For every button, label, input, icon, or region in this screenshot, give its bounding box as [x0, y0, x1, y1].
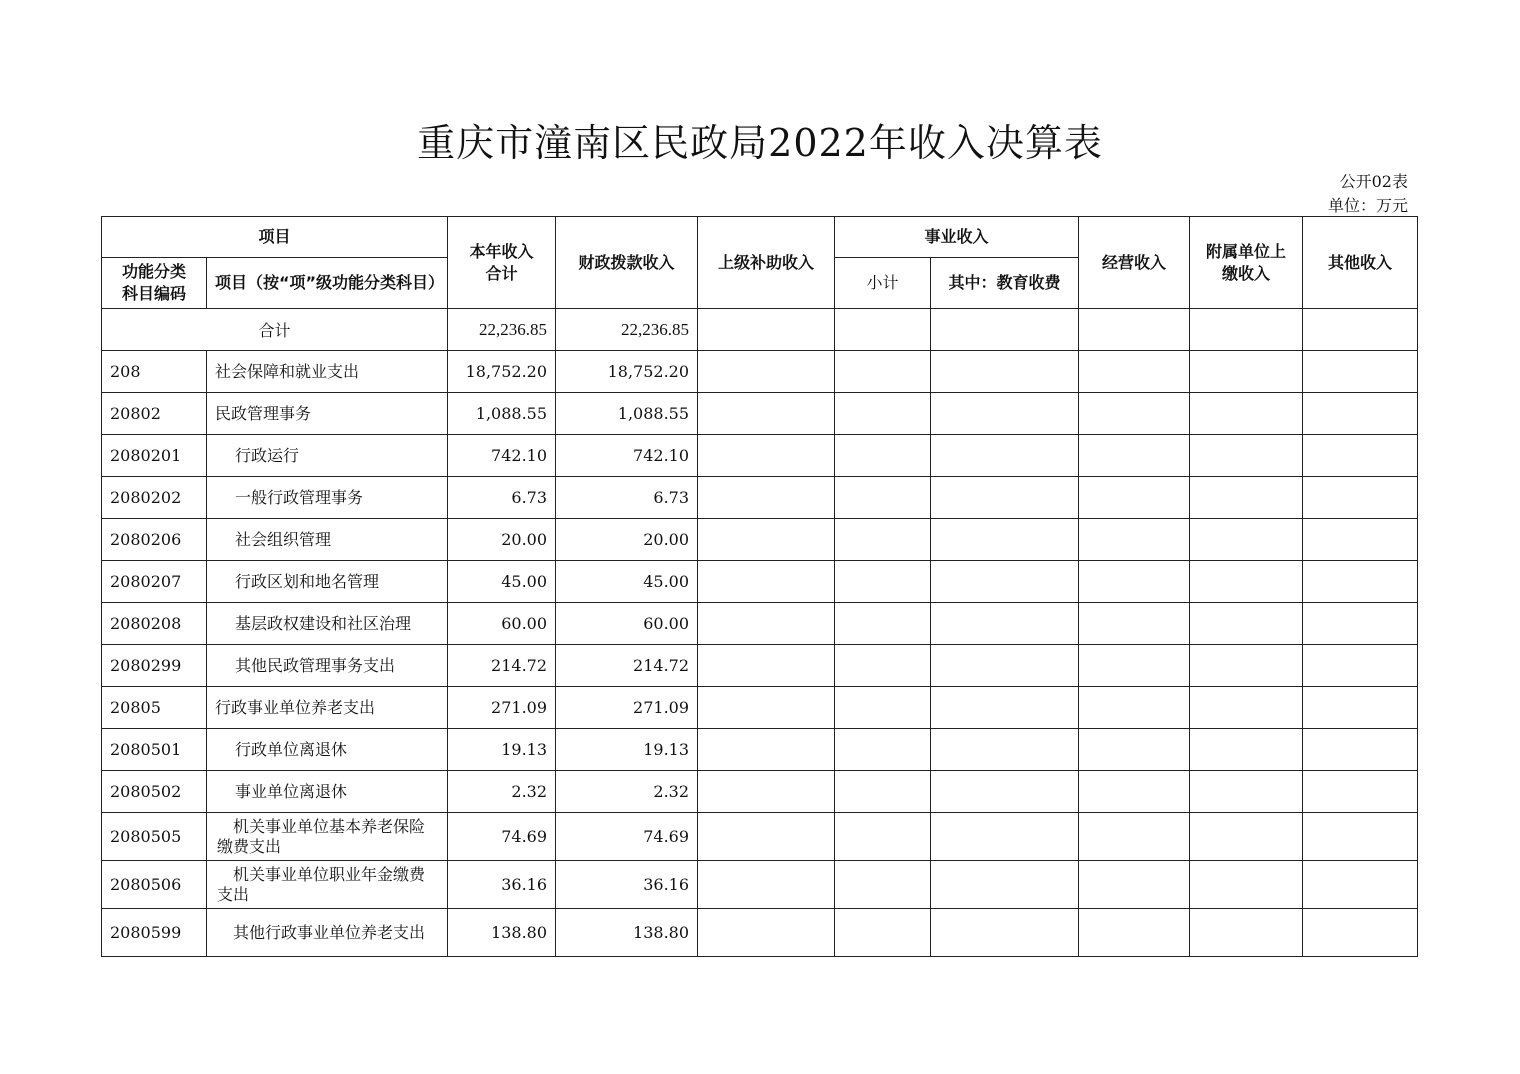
empty-cell [698, 771, 835, 813]
empty-cell [698, 687, 835, 729]
empty-cell [835, 771, 931, 813]
table-row [102, 393, 1418, 435]
empty-cell [1079, 909, 1190, 957]
empty-cell [835, 861, 931, 909]
row-fiscal: 18,752.20 [556, 351, 698, 393]
empty-cell [1079, 861, 1190, 909]
form-code: 公开02表 [1339, 172, 1408, 191]
table-row [102, 477, 1418, 519]
empty-cell [1190, 477, 1303, 519]
row-name: 行政区划和地名管理 [207, 561, 448, 603]
row-total-income: 45.00 [448, 561, 556, 603]
income-table [101, 216, 1418, 957]
row-code: 2080505 [102, 813, 207, 861]
row-name-text: 机关事业单位基本养老保险缴费支出 [217, 816, 426, 856]
empty-cell [1079, 813, 1190, 861]
row-fiscal: 2.32 [556, 771, 698, 813]
empty-cell [1303, 393, 1418, 435]
row-total-income: 36.16 [448, 861, 556, 909]
row-name: 基层政权建设和社区治理 [207, 603, 448, 645]
row-fiscal: 214.72 [556, 645, 698, 687]
row-code: 2080201 [102, 435, 207, 477]
total-income-value: 22,236.85 [448, 309, 556, 351]
row-code: 2080206 [102, 519, 207, 561]
empty-cell [931, 519, 1079, 561]
page-title: 重庆市潼南区民政局2022年收入决算表 [417, 121, 1103, 165]
row-code: 2080501 [102, 729, 207, 771]
empty-cell [1079, 519, 1190, 561]
empty-cell [1303, 909, 1418, 957]
empty-cell [1190, 771, 1303, 813]
empty-cell [931, 561, 1079, 603]
row-total-income: 742.10 [448, 435, 556, 477]
empty-cell [698, 351, 835, 393]
empty-cell [1303, 813, 1418, 861]
row-code: 2080299 [102, 645, 207, 687]
header-career-income: 事业收入 [835, 217, 1079, 258]
empty-cell [1303, 861, 1418, 909]
row-total-income: 60.00 [448, 603, 556, 645]
empty-cell [1190, 861, 1303, 909]
row-code: 2080208 [102, 603, 207, 645]
row-fiscal: 138.80 [556, 909, 698, 957]
empty-cell [835, 645, 931, 687]
row-total-income: 6.73 [448, 477, 556, 519]
empty-cell [835, 351, 931, 393]
row-name: 行政运行 [207, 435, 448, 477]
table-row [102, 813, 1418, 861]
row-fiscal: 742.10 [556, 435, 698, 477]
empty-cell [835, 687, 931, 729]
row-code: 2080207 [102, 561, 207, 603]
empty-cell [1079, 435, 1190, 477]
empty-cell [1303, 477, 1418, 519]
empty-cell [1190, 909, 1303, 957]
empty-cell [698, 435, 835, 477]
row-fiscal: 36.16 [556, 861, 698, 909]
empty-cell [698, 645, 835, 687]
unit-label: 单位：万元 [1327, 196, 1408, 215]
total-label: 合计 [102, 309, 448, 351]
empty-cell [1079, 687, 1190, 729]
empty-cell [1190, 393, 1303, 435]
row-total-income: 18,752.20 [448, 351, 556, 393]
header-affiliated: 附属单位上缴收入 [1190, 217, 1303, 309]
row-fiscal: 271.09 [556, 687, 698, 729]
empty-cell [931, 435, 1079, 477]
row-name: 其他民政管理事务支出 [207, 645, 448, 687]
row-fiscal: 1,088.55 [556, 393, 698, 435]
row-fiscal: 6.73 [556, 477, 698, 519]
row-name: 一般行政管理事务 [207, 477, 448, 519]
empty-cell [698, 813, 835, 861]
empty-cell [1303, 645, 1418, 687]
empty-cell [931, 477, 1079, 519]
row-total-income: 1,088.55 [448, 393, 556, 435]
row-code: 20802 [102, 393, 207, 435]
row-fiscal: 60.00 [556, 603, 698, 645]
row-name: 社会保障和就业支出 [207, 351, 448, 393]
table-row [102, 687, 1418, 729]
empty-cell [698, 477, 835, 519]
row-total-income: 214.72 [448, 645, 556, 687]
row-code: 2080506 [102, 861, 207, 909]
header-career-edu: 其中：教育收费 [931, 258, 1079, 309]
row-name-text: 机关事业单位职业年金缴费支出 [217, 864, 426, 904]
empty-cell [698, 561, 835, 603]
row-fiscal: 19.13 [556, 729, 698, 771]
empty-cell [931, 393, 1079, 435]
empty-cell [1190, 309, 1303, 351]
empty-cell [1079, 351, 1190, 393]
empty-cell [931, 729, 1079, 771]
empty-cell [1079, 771, 1190, 813]
empty-cell [1303, 561, 1418, 603]
total-fiscal-value: 22,236.85 [556, 309, 698, 351]
empty-cell [1303, 309, 1418, 351]
header-other: 其他收入 [1303, 217, 1418, 309]
empty-cell [931, 813, 1079, 861]
empty-cell [1190, 603, 1303, 645]
empty-cell [835, 813, 931, 861]
empty-cell [1190, 561, 1303, 603]
row-fiscal: 20.00 [556, 519, 698, 561]
empty-cell [931, 687, 1079, 729]
table-row [102, 435, 1418, 477]
empty-cell [931, 861, 1079, 909]
row-name: 行政事业单位养老支出 [207, 687, 448, 729]
empty-cell [1190, 435, 1303, 477]
empty-cell [835, 519, 931, 561]
row-name-text: 其他行政事业单位养老支出 [233, 922, 426, 942]
header-business: 经营收入 [1079, 217, 1190, 309]
empty-cell [1303, 519, 1418, 561]
table-row [102, 645, 1418, 687]
table-row [102, 351, 1418, 393]
empty-cell [931, 771, 1079, 813]
row-code: 2080202 [102, 477, 207, 519]
empty-cell [835, 603, 931, 645]
empty-cell [1190, 687, 1303, 729]
table-row [102, 561, 1418, 603]
empty-cell [698, 909, 835, 957]
row-total-income: 19.13 [448, 729, 556, 771]
empty-cell [698, 603, 835, 645]
header-project: 项目 [102, 217, 448, 258]
empty-cell [931, 909, 1079, 957]
row-total-income: 138.80 [448, 909, 556, 957]
row-code: 20805 [102, 687, 207, 729]
row-total-income: 271.09 [448, 687, 556, 729]
empty-cell [835, 909, 931, 957]
row-name: 事业单位离退休 [207, 771, 448, 813]
row-name: 民政管理事务 [207, 393, 448, 435]
empty-cell [931, 351, 1079, 393]
table-row [102, 771, 1418, 813]
empty-cell [1079, 645, 1190, 687]
total-row [102, 309, 1418, 351]
empty-cell [835, 477, 931, 519]
empty-cell [835, 561, 931, 603]
empty-cell [698, 861, 835, 909]
table-row [102, 909, 1418, 957]
row-fiscal: 74.69 [556, 813, 698, 861]
empty-cell [1190, 645, 1303, 687]
empty-cell [1190, 729, 1303, 771]
empty-cell [1079, 393, 1190, 435]
empty-cell [1079, 729, 1190, 771]
empty-cell [1303, 603, 1418, 645]
row-total-income: 74.69 [448, 813, 556, 861]
row-name [207, 909, 448, 957]
header-total-income: 本年收入合计 [448, 217, 556, 309]
row-name: 社会组织管理 [207, 519, 448, 561]
empty-cell [1190, 813, 1303, 861]
empty-cell [1190, 351, 1303, 393]
empty-cell [1303, 435, 1418, 477]
row-name: 行政单位离退休 [207, 729, 448, 771]
empty-cell [698, 393, 835, 435]
table-row [102, 861, 1418, 909]
header-func-code: 功能分类科目编码 [102, 258, 207, 309]
empty-cell [698, 309, 835, 351]
empty-cell [835, 729, 931, 771]
empty-cell [835, 435, 931, 477]
row-code: 2080599 [102, 909, 207, 957]
table-row [102, 729, 1418, 771]
empty-cell [1079, 309, 1190, 351]
empty-cell [1079, 603, 1190, 645]
empty-cell [1303, 351, 1418, 393]
row-name [207, 861, 448, 909]
header-func-name: 项目（按“项”级功能分类科目） [207, 258, 448, 309]
row-fiscal: 45.00 [556, 561, 698, 603]
row-code: 2080502 [102, 771, 207, 813]
table-row [102, 603, 1418, 645]
empty-cell [931, 645, 1079, 687]
empty-cell [698, 729, 835, 771]
header-career-subtotal: 小计 [835, 258, 931, 309]
empty-cell [1190, 519, 1303, 561]
row-total-income: 20.00 [448, 519, 556, 561]
empty-cell [931, 309, 1079, 351]
empty-cell [1079, 561, 1190, 603]
empty-cell [835, 393, 931, 435]
row-code: 208 [102, 351, 207, 393]
empty-cell [1079, 477, 1190, 519]
header-superior-subsidy: 上级补助收入 [698, 217, 835, 309]
row-total-income: 2.32 [448, 771, 556, 813]
empty-cell [835, 309, 931, 351]
table-row [102, 519, 1418, 561]
empty-cell [1303, 687, 1418, 729]
empty-cell [698, 519, 835, 561]
row-name [207, 813, 448, 861]
empty-cell [1303, 729, 1418, 771]
empty-cell [1303, 771, 1418, 813]
empty-cell [931, 603, 1079, 645]
header-fiscal: 财政拨款收入 [556, 217, 698, 309]
